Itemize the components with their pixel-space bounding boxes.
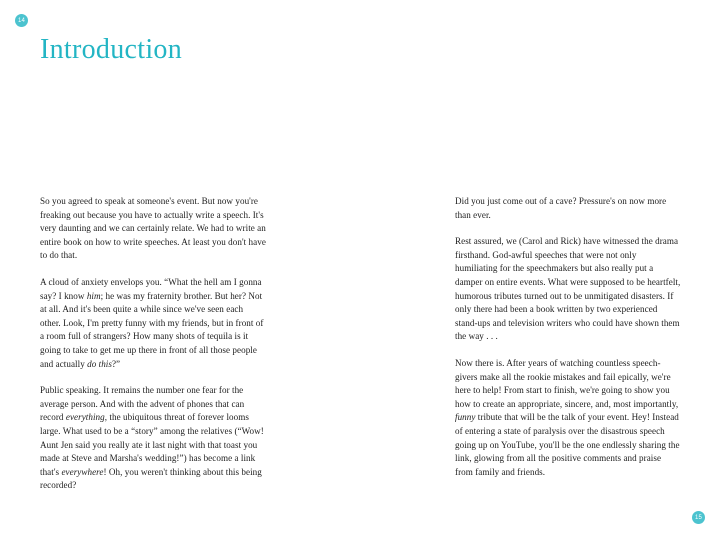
paragraph: Did you just come out of a cave? Pressure's on now more than ever. (455, 196, 667, 220)
page-number-right: 15 (692, 511, 705, 524)
paragraph: Public speaking. It remains the number one fear for the average person. And with the advent of phones that can record everything, the ubiquitous threat of forever looms large. What used to be a “story” among the relatives (“Wow! Aunt Jen said you really ate it last night with that toast you made at Steve and Marsha's wedding!”) has become a link that's everywhere! Oh, you weren't thinking about this being recorded? (40, 385, 264, 491)
right-column (455, 195, 681, 479)
page-number-left: 14 (15, 14, 28, 27)
paragraph: So you agreed to speak at someone's event. But now you're freaking out because you have to actually write a speech. It's very daunting and we can certainly relate. We had to write an entire book on how to write speeches. At least you don't have to do that. (40, 196, 266, 261)
page-title: Introduction (40, 34, 183, 65)
paragraph: Now there is. After years of watching countless speech-givers make all the rookie mistakes and fail epically, we're here to help! From start to finish, we're going to show you how to create an appropriate, sincere, and, most importantly, funny tribute that will be the talk of your event. Hey! Instead of entering a state of paralysis over the disastrous speech going up on YouTube, you'll be the one endlessly sharing the link, glowing from all the positive comments and praise from family and friends. (455, 357, 680, 477)
paragraph: A cloud of anxiety envelops you. “What the hell am I gonna say? I know him; he was my fraternity brother. But her? Not at all. And it's been quite a while since we've seen each other. Look, I'm pretty funny with my friends, but in front of a room full of strangers? How many shots of tequila is it going to take to get me up there in front of all those people and actually do this?” (40, 276, 264, 369)
paragraph: Rest assured, we (Carol and Rick) have witnessed the drama firsthand. God-awful speeches that were not only humiliating for the speechmakers but also really put a damper on entire events. What were supposed to be heartfelt, humorous tributes turned out to be unmitigated disasters. If only there had been a book written by two experienced stand-ups and television writers who could have shown them the way . . . (455, 236, 681, 342)
body-columns (0, 195, 720, 505)
left-column (40, 195, 266, 493)
